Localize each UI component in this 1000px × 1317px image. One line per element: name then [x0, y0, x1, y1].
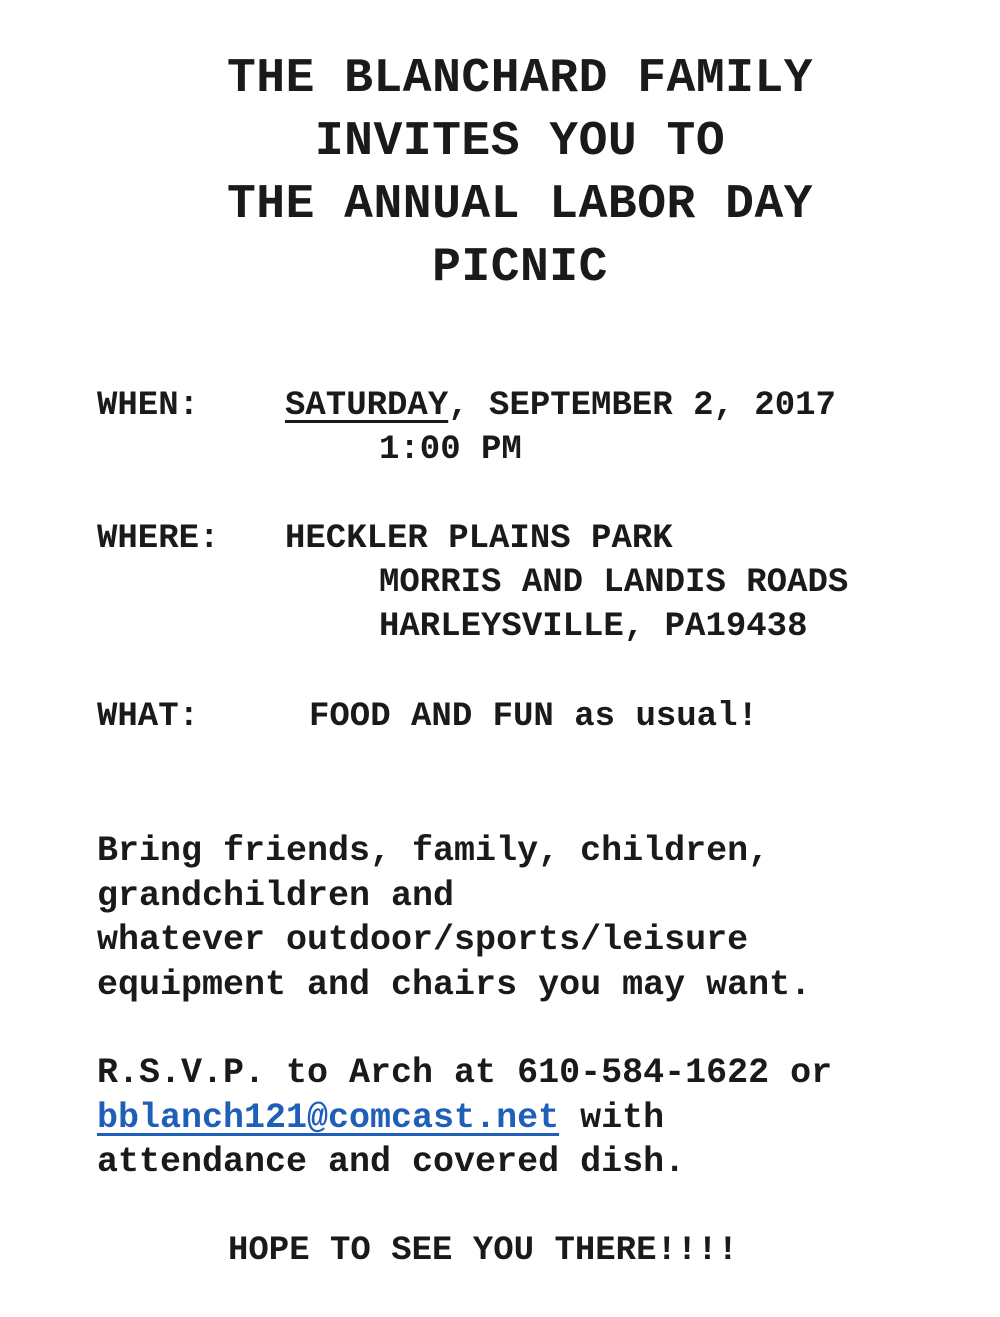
title-line-1: THE BLANCHARD FAMILY	[226, 52, 814, 106]
bring-line-2: grandchildren and	[97, 875, 455, 916]
title-line-2: INVITES YOU TO	[314, 115, 726, 169]
bring-line-1: Bring friends, family, children,	[97, 831, 770, 871]
what-label: WHAT:	[97, 698, 200, 736]
bring-paragraph	[97, 829, 811, 1007]
bring-line-3: whatever outdoor/sports/leisure	[97, 920, 749, 960]
when-time: 1:00 PM	[379, 431, 522, 469]
when-day: SATURDAY	[285, 387, 449, 425]
rsvp-line-3: attendance and covered dish.	[97, 1142, 686, 1182]
where-label: WHERE:	[97, 520, 220, 558]
bring-line-4: equipment and chairs you may want.	[97, 964, 812, 1005]
when-date	[285, 384, 836, 428]
rsvp-line-1: R.S.V.P. to Arch at 610-584-1622 or	[97, 1053, 833, 1093]
where-line-1: HECKLER PLAINS PARK	[285, 520, 673, 558]
where-line-2: MORRIS AND LANDIS ROADS	[379, 564, 849, 602]
what-text: FOOD AND FUN as usual!	[309, 698, 758, 736]
rsvp-line-2	[97, 1096, 832, 1141]
rsvp-email-link[interactable]: bblanch121@comcast.net	[97, 1097, 560, 1138]
when-date-rest: , SEPTEMBER 2, 2017	[448, 387, 836, 425]
where-line-3: HARLEYSVILLE, PA19438	[379, 608, 808, 646]
rsvp-paragraph	[97, 1051, 832, 1185]
rsvp-line-2-rest: with	[559, 1097, 665, 1138]
when-label: WHEN:	[97, 387, 200, 425]
invitation-title	[0, 48, 1000, 300]
title-line-3: THE ANNUAL LABOR DAY	[226, 178, 814, 232]
title-line-4: PICNIC	[432, 241, 608, 295]
closing-line: HOPE TO SEE YOU THERE!!!!	[228, 1232, 739, 1270]
